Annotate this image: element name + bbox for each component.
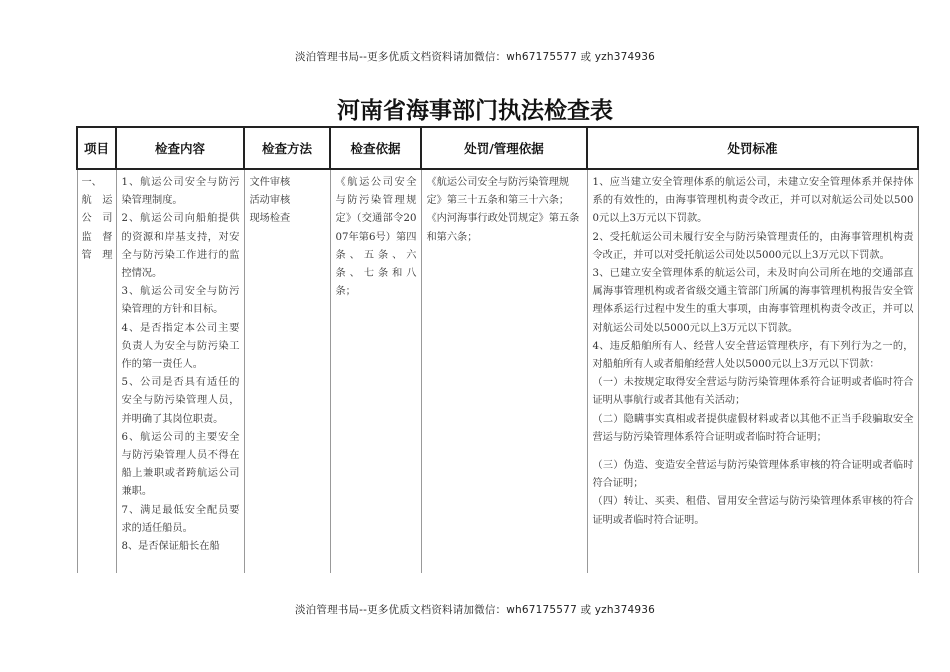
penalty-basis-item: 《内河海事行政处罚规定》第五条和第六条；	[426, 213, 580, 243]
method-cell	[244, 169, 330, 573]
header-penalty-standard: 处罚标准	[587, 127, 918, 169]
item-cell	[77, 169, 116, 573]
penalty-standard-item: 1、应当建立安全管理体系的航运公司，未建立安全管理体系并保持体系的有效性的，由海事管理机构责令改正，并可以对航运公司处以5000元以上3万元以下罚款。	[592, 177, 914, 225]
content-item: 4、是否指定本公司主要负责人为安全与防污染工作的第一责任人。	[121, 322, 240, 371]
penalty-standard-item: 2、受托航运公司未履行安全与防污染管理责任的，由海事管理机构责令改正，并可以对受托航运公司处以5000元以上3万元以下罚款。	[592, 231, 914, 261]
table-header-row	[77, 127, 918, 169]
content-item: 7、满足最低安全配员要求的适任船员。	[121, 504, 240, 534]
item-line: 管理	[81, 249, 113, 261]
penalty-standard-item: 3、已建立安全管理体系的航运公司，未及时向公司所在地的交通部直属海事管理机构或者省级交通主管部门所属的海事管理机构报告安全管理体系运行过程中发生的重大事项，由海事管理机构责令改正，并可以对航运公司处以5000元以上3万元以下罚款。	[592, 268, 914, 334]
header-content: 检查内容	[116, 127, 244, 169]
item-line: 监督	[81, 231, 113, 243]
header-item: 项目	[77, 127, 116, 169]
content-item: 5、公司是否具有适任的安全与防污染管理人员，并明确了其岗位职责。	[121, 377, 240, 425]
document-title: 河南省海事部门执法检查表	[337, 97, 613, 124]
method-item: 文件审核	[249, 177, 291, 188]
penalty-basis-item: 《航运公司安全与防污染管理规定》第三十五条和第三十六条；	[426, 177, 570, 207]
item-line: 一、	[81, 177, 102, 188]
page-footer-text: 淡泊管理书局--更多优质文档资料请加微信：wh67175577 或 yzh374936	[294, 604, 655, 616]
penalty-standard-item: （二）隐瞒事实真相或者提供虚假材料或者以其他不正当手段骗取安全营运与防污染管理体系符合证明或者临时符合证明；	[592, 413, 914, 443]
content-item: 8、是否保证船长在船	[121, 541, 220, 553]
penalty-standard-item: （一）未按规定取得安全营运与防污染管理体系符合证明或者临时符合证明从事航行或者其他有关活动；	[592, 377, 914, 407]
table-row	[77, 169, 918, 573]
inspection-table	[76, 126, 919, 573]
method-item: 现场检查	[249, 213, 291, 225]
item-line: 航运	[81, 195, 113, 207]
header-method: 检查方法	[244, 127, 330, 169]
penalty-standard-item: （四）转让、买卖、租借、冒用安全营运与防污染管理体系审核的符合证明或者临时符合证明。	[592, 496, 914, 526]
item-line: 公司	[81, 213, 113, 225]
method-item: 活动审核	[249, 195, 291, 207]
content-item: 2、航运公司向船舶提供的资源和岸基支持，对安全与防污染工作进行的监控情况。	[121, 213, 240, 280]
content-item: 3、航运公司安全与防污染管理的方针和目标。	[121, 286, 240, 316]
penalty-standard-item: （三）伪造、变造安全营运与防污染管理体系审核的符合证明或者临时符合证明；	[592, 460, 914, 490]
basis-cell	[330, 169, 421, 573]
penalty-standard-item: 4、违反船舶所有人、经营人安全营运管理秩序，有下列行为之一的，对船舶所有人或者船舶经营人处以5000元以上3万元以下罚款：	[592, 340, 914, 371]
basis-item: 《航运公司安全与防污染管理规定》（交通部令2007年第6号）第四条、五条、六条、七条和八条；	[335, 177, 417, 298]
content-item: 1、航运公司安全与防污染管理制度。	[121, 177, 240, 207]
penalty-standard-cell	[587, 169, 918, 573]
penalty-basis-cell	[421, 169, 587, 573]
header-basis: 检查依据	[330, 127, 421, 169]
content-cell	[116, 169, 244, 573]
page-header-text: 淡泊管理书局--更多优质文档资料请加微信：wh67175577 或 yzh374936	[294, 51, 655, 63]
header-penalty-basis: 处罚/管理依据	[421, 127, 587, 169]
content-item: 6、航运公司的主要安全与防污染管理人员不得在船上兼职或者跨航运公司兼职。	[121, 431, 240, 498]
